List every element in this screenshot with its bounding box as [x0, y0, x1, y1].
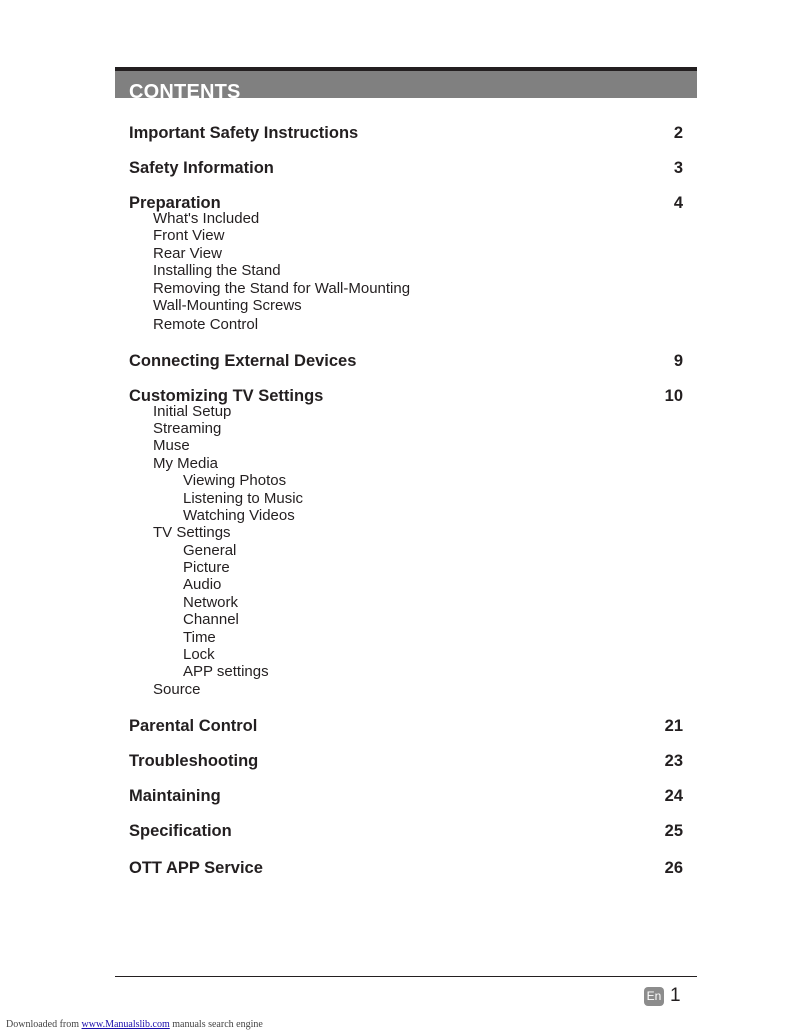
toc-entry-title: Preparation [129, 194, 221, 212]
toc-subsub-viewing-photos[interactable]: Viewing Photos [183, 472, 287, 489]
toc-subsub-network[interactable]: Network [183, 594, 239, 611]
toc-subsub-watching-videos[interactable]: Watching Videos [183, 507, 295, 524]
page-number: 1 [670, 985, 681, 1006]
toc-subsub-audio[interactable]: Audio [183, 576, 222, 593]
toc-entry-page: 23 [664, 752, 683, 770]
toc-entry-page: 26 [664, 859, 683, 877]
toc-entry-page: 24 [664, 787, 683, 805]
toc-entry-page: 9 [673, 352, 683, 370]
toc-entry-connecting-devices[interactable] [129, 351, 683, 371]
toc-subsub-app-settings[interactable]: APP settings [183, 663, 269, 680]
toc-sub-initial-setup[interactable]: Initial Setup [153, 403, 232, 420]
toc-sub-installing-stand[interactable]: Installing the Stand [153, 262, 281, 279]
toc-subsub-picture[interactable]: Picture [183, 559, 230, 576]
toc-entry-title: Connecting External Devices [129, 352, 357, 370]
toc-entry-title: Troubleshooting [129, 752, 259, 770]
toc-entry-title: Customizing TV Settings [129, 387, 324, 405]
toc-subsub-listening-music[interactable]: Listening to Music [183, 490, 304, 507]
toc-entry-page: 4 [673, 194, 683, 212]
toc-entry-title: Important Safety Instructions [129, 124, 359, 142]
toc-entry-page: 3 [673, 159, 683, 177]
page-title: CONTENTS [129, 81, 241, 98]
toc-entry-ott-app-service[interactable] [129, 858, 683, 878]
toc-sub-remote-control[interactable]: Remote Control [153, 316, 259, 333]
toc-entry-page: 10 [664, 387, 683, 405]
toc-entry-title: Maintaining [129, 787, 221, 805]
toc-subsub-lock[interactable]: Lock [183, 646, 215, 663]
toc-sub-rear-view[interactable]: Rear View [153, 245, 222, 262]
footer-suffix: manuals search engine [172, 1019, 263, 1030]
bottom-rule [115, 976, 697, 977]
toc-sub-streaming[interactable]: Streaming [153, 420, 222, 437]
toc-entry-title: Parental Control [129, 717, 258, 735]
contents-header-bar [115, 71, 697, 98]
toc-sub-my-media[interactable]: My Media [153, 455, 219, 472]
toc-entry-troubleshooting[interactable] [129, 751, 683, 771]
footer-prefix: Downloaded from [6, 1019, 80, 1030]
toc-sub-wall-mounting-screws[interactable]: Wall-Mounting Screws [153, 297, 302, 314]
toc-entry-page: 21 [664, 717, 683, 735]
toc-sub-removing-stand[interactable]: Removing the Stand for Wall-Mounting [153, 280, 411, 297]
toc-entry-page: 2 [673, 124, 683, 142]
toc-entry-important-safety[interactable] [129, 123, 683, 143]
toc-subsub-time[interactable]: Time [183, 629, 216, 646]
toc-entry-title: Specification [129, 822, 232, 840]
toc-entry-safety-information[interactable] [129, 158, 683, 178]
toc-sub-tv-settings[interactable]: TV Settings [153, 524, 231, 541]
toc-entry-title: OTT APP Service [129, 859, 263, 877]
toc-entry-parental-control[interactable] [129, 716, 683, 736]
toc-entry-maintaining[interactable] [129, 786, 683, 806]
toc-sub-whats-included[interactable]: What's Included [153, 210, 260, 227]
toc-sub-front-view[interactable]: Front View [153, 227, 225, 244]
toc-sub-source[interactable]: Source [153, 681, 201, 698]
language-badge: En [644, 987, 664, 1006]
toc-sub-muse[interactable]: Muse [153, 437, 190, 454]
toc-subsub-general[interactable]: General [183, 542, 237, 559]
download-footer [6, 1019, 263, 1030]
toc-entry-page: 25 [664, 822, 683, 840]
toc-entry-title: Safety Information [129, 159, 274, 177]
toc-subsub-channel[interactable]: Channel [183, 611, 239, 628]
manualslib-link[interactable]: www.Manualslib.com [81, 1019, 170, 1030]
toc-entry-specification[interactable] [129, 821, 683, 841]
